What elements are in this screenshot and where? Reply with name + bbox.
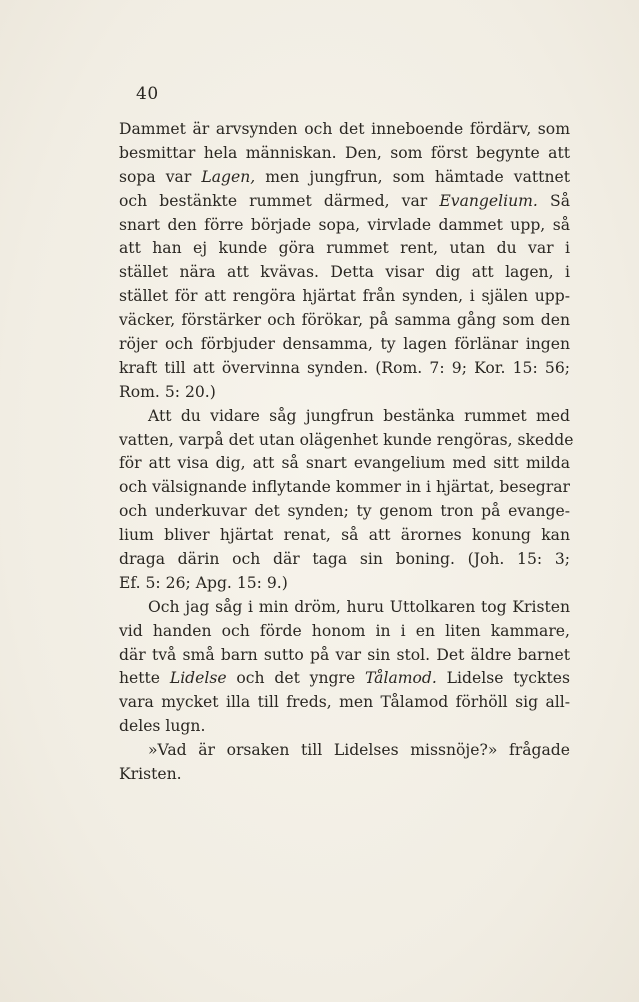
paragraph [119,405,574,596]
text-line: lium bliver hjärtat renat, så att ärornes konung kan [119,526,570,545]
text-line: för att visa dig, att så snart evangelium med sitt milda [119,454,570,473]
text-line: »Vad är orsaken till Lidelses missnöje?» frågade [148,741,570,760]
italic-term: Lidelse [169,669,227,688]
text-line: stället för att rengöra hjärtat från synden, i själen upp- [119,287,570,306]
text-line: Dammet är arvsynden och det inneboende fördärv, som [119,120,570,138]
text-line: vara mycket illa till freds, men Tålamod förhöll sig all- [119,693,570,712]
text-line: där två små barn sutto på var sin stol. Det äldre barnet [119,645,570,664]
italic-term: Lagen, [201,167,256,186]
italic-term: Tålamod. [364,669,437,688]
text-line: och välsignande inflytande kommer in i hjärtat, besegrar [119,478,570,497]
text-line: Och jag såg i min dröm, huru Uttolkaren tog Kristen [148,597,570,616]
text-line: Kristen. [119,765,182,784]
text-line: vid handen och förde honom in i en liten kammare, [119,621,570,640]
text-line: Ef. 5: 26; Apg. 15: 9.) [119,573,288,592]
paragraph [119,739,570,787]
text-line: hette Lidelse och det yngre Tålamod. Lidelse tycktes [119,669,570,688]
paragraph [119,596,570,739]
text-line: deles lugn. [119,717,206,736]
text-line: väcker, förstärker och förökar, på samma gång som den [119,311,570,330]
text-line: snart den förre började sopa, virvlade dammet upp, så [119,215,570,234]
text-line: Rom. 5: 20.) [119,382,216,401]
text-line: sopa var Lagen, men jungfrun, som hämtade vattnet [119,167,570,186]
italic-term: Evangelium. [439,191,538,210]
text-line: kraft till att övervinna synden. (Rom. 7: 9; Kor. 15: 56; [119,358,570,377]
body-text [119,118,574,787]
text-line: röjer och förbjuder densamma, ty lagen förlänar ingen [119,335,570,354]
text-line: Att du vidare såg jungfrun bestänka rummet med [148,406,570,425]
text-line: vatten, varpå det utan olägenhet kunde rengöras, skedde [119,430,574,449]
text-line: och bestänkte rummet därmed, var Evangelium. Så [119,191,570,210]
text-line: draga därin och där taga sin boning. (Joh. 15: 3; [119,550,570,569]
text-line: att han ej kunde göra rummet rent, utan du var i [119,239,570,258]
text-line: stället nära att kvävas. Detta visar dig att lagen, i [119,263,570,282]
paragraph [119,118,570,405]
text-line: och underkuvar det synden; ty genom tron på evange- [119,502,570,521]
text-line: besmittar hela människan. Den, som först begynte att [119,143,570,162]
page-number: 40 [136,84,159,104]
